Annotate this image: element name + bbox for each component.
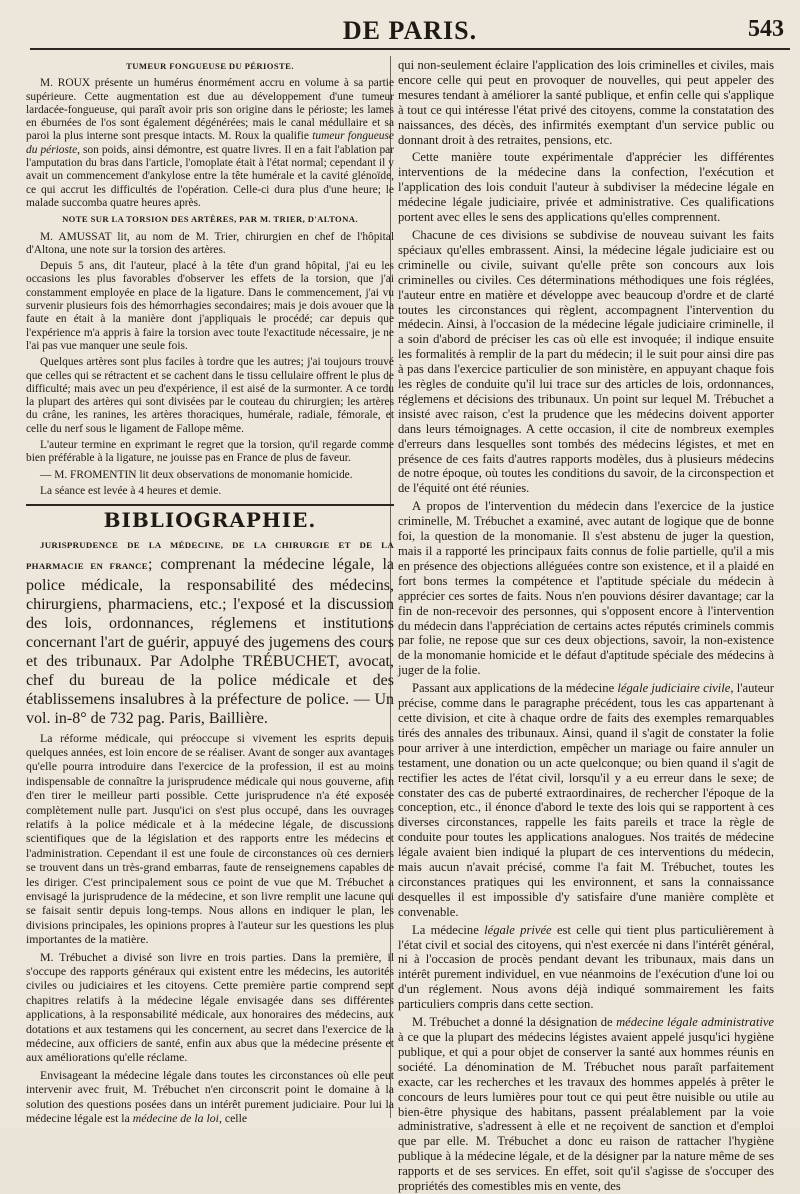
section-heading-torsion: NOTE SUR LA TORSION DES ARTÈRES, PAR M. TRIER, D'ALTONA. bbox=[62, 214, 358, 225]
paragraph: — M. FROMENTIN lit deux observations de monomanie homicide. bbox=[40, 468, 353, 481]
paragraph: Chacune de ces divisions se subdivise de nouveau suivant les faits spéciaux qu'elles embrassent. Ainsi, la médecine légale judiciaire est ou criminelle ou civile, suivant qu'elle prête son concours aux lois criminelles ou civiles. Ces déterminations méthodiques une fois réglées, l'auteur entre en matière et développe avec beaucoup d'ordre et de clarté toutes les circonstances qui règlent, accompagnent l'intervention du médecin. Ainsi, à l'occasion de la médecine légale judiciaire criminelle, il a soin d'abord de préciser les cas où elle est invoquée; il indique ensuite les formalités à remplir de la part du médecin; il le suit pour ainsi dire pas à pas dans l'exercice particulier de son ministère, en appuyant chaque fois les règles de conduite qu'il lui trace sur des articles de lois, ordonnances, réglemens et décisions des tribunaux. Un point sur lequel M. Trébuchet a insisté avec raison, c'est la prudence que les médecins doivent apporter dans leurs témoignages. A cette occasion, il cite de nombreux exemples d'erreurs dans lesquelles sont tombés des médecins légistes, et met en présence de ces faits d'autres rapports modèles, dus à plusieurs médecins de notre époque, où toutes les conditions du savoir, de la circonspection et de l'équité ont été réunies. bbox=[398, 227, 774, 496]
paragraph: M. Trébuchet a divisé son livre en trois parties. Dans la première, il s'occupe des rapports généraux qui existent entre les médecins, les autorités civiles ou judiciaires et les citoyens. Cette première partie comprend sept chapitres relatifs à la médecine légale envisagée dans ses différentes applications, à la responsabilité médicale, aux honoraires des médecins, aux dotations et aux testamens qui les concernent, au secret dans l'exercice de la médecine, aux officiers de santé, enfin aux abus que la médecine présente et aux améliorations qu'elle réclame. bbox=[26, 949, 394, 1065]
masthead bbox=[30, 14, 790, 50]
paragraph: L'auteur termine en exprimant le regret que la torsion, qu'il regarde comme bien préférable à la ligature, ne jouisse pas en France de plus de faveur. bbox=[26, 439, 394, 465]
paragraph: Depuis 5 ans, dit l'auteur, placé à la tête d'un grand hôpital, j'ai eu les occasions les plus favorables d'observer les effets de la torsion, que j'ai constamment employée en place de la ligature. Dans le commencement, j'ai vu survenir plusieurs fois des hémorrhagies secondaires; mais je dois avouer que la faute en était à la manière dont j'appliquais le procédé; car depuis que l'expérience m'a appris à faire la torsion avec toute l'exactitude nécessaire, je ne l'ai pas vue manquer une seule fois. bbox=[26, 260, 394, 352]
paragraph: Quelques artères sont plus faciles à tordre que les autres; j'ai toujours trouvé que celles qui se rétractent et se cachent dans le tissu cellulaire offrent le plus de difficulté; mais avec un peu d'expérience, il est aisé de la surmonter. A ce tordu la plupart des artères qui sont divisées par le couteau du chirurgien; les artères du crâne, les ranines, les artères thoraciques, humérale, radiale, fémorale, et celle du nerf sous le ligament de Fallope même. bbox=[26, 356, 394, 435]
paragraph: La séance est levée à 4 heures et demie. bbox=[40, 484, 222, 497]
paragraph: Envisageant la médecine légale dans toutes les circonstances où elle peut intervenir avec fruit, M. Trébuchet n'en circonscrit point le domaine à la solution des questions posées dans un intérêt purement judiciaire. Pour lui la médecine légale est la médecine de la loi, celle bbox=[26, 1067, 394, 1126]
paragraph: M. Trébuchet a donné la désignation de médecine légale administrative à ce que la plupart des médecins légistes avaient appelé jusqu'ici hygiène publique, et qui a pour objet de conserver la santé aux hommes réunis en société. La dénomination de M. Trébuchet nous paraît parfaitement exacte, car les recherches et les travaux des hommes appelés à prêter le concours de leurs lumières pour tout ce qui peut être nuisible ou utile au bien-être physique des habitans, passent préalablement par la voie administrative, s'adressent à elle et ne reçoivent de sanction et d'emploi que par elle. M. Trébuchet a donc eu raison de rattacher l'hygiène publique à la médecine légale, et de la désigner par la nature même de ses rapports et de ses services. En effet, soit qu'il s'agisse de s'occuper des propriétés des comestibles mis en vente, des bbox=[398, 1015, 774, 1194]
bibliography-heading: BIBLIOGRAPHIE. bbox=[103, 508, 317, 533]
paragraph: M. AMUSSAT lit, au nom de M. Trier, chirurgien en chef de l'hôpital d'Altona, une note sur la torsion des artères. bbox=[26, 230, 394, 256]
paragraph: A propos de l'intervention du médecin dans l'exercice de la justice criminelle, M. Trébuchet a examiné, avec autant de logique que de bonne foi, la question de la monomanie. Il s'est abstenu de juger la question, mais il a rapporté les principaux faits connus de folie partielle, qu'il a mis en présence des objections alléguées contre son existence, et il a plaidé en fort bons termes la compétence et l'aptitude spéciale du médecin à apprécier ces sortes de faits. Nous n'en pouvions désirer davantage; car la fin de non-recevoir des personnes, qui s'opposent encore à l'intervention du médecin dans l'appréciation de certains actes réputés criminels commis par folie, ne repose que sur ces deux objections, savoir, la non-existence de la monomanie homicide et le défaut d'aptitude spéciale des médecins à juger de la folie. bbox=[398, 499, 774, 678]
paragraph: La médecine légale privée est celle qui tient plus particulièrement à l'état civil et social des citoyens, qui n'est exercée ni dans l'intérêt général, ni à l'occasion de procès pendant devant les tribunaux, mais dans un intérêt purement individuel, en vue néanmoins de l'exécution d'une loi ou d'un réglement. Nous avons déjà indiqué sommairement les faits particuliers compris dans cette section. bbox=[398, 922, 775, 1012]
bibliography-body bbox=[26, 731, 394, 1126]
newspaper-title: DE PARIS. bbox=[342, 16, 478, 45]
left-column bbox=[26, 58, 394, 1126]
paragraph: M. ROUX présente un humérus énormément accru en volume à sa partie supérieure. Cette augmentation est due au développement d'une tumeur lardacée-fongueuse, qui paraît avoir pris son origine dans le périoste; les lames en éburnées de l'os sont également dégénérées; mais le canal médullaire et sa paroi la plus interne sont presque intacts. M. Roux la qualifie tumeur fongueuse du périoste, son poids, ainsi démontre, est quatre livres. Il en a fait l'ablation par l'amputation du bras dans l'article, l'omoplate était à l'état normal; cependant il y avait un commencement d'ankylose entre la tête humérale et la cavité glénoïde, ce qui accrut les difficultés de l'opération. Celle-ci dura plus d'une heure; le malade succomba quatre heures après. bbox=[26, 77, 394, 209]
paragraph: La réforme médicale, qui préoccupe si vivement les esprits depuis quelques années, est loin encore de se réaliser. Avant de songer aux avantages qu'elle pourra introduire dans l'exercice de la profession, il est au moins indispensable de connaître la jurisprudence médicale qui nous gouverne, afin d'en tirer le meilleur parti possible. Cette jurisprudence n'a été exposée complètement nulle part. Jusqu'ici on s'est plus occupé, dans les ouvrages relatifs à la police médicale et à la médecine légale, de discussions scientifiques que de la législation et des rapports entre les médecins et l'administration. Cependant il est une foule de circonstances où ces derniers se trouvent dans un très-grand embarras, faute de renseignemens capables de les diriger. C'est principalement sous ce point de vue que M. Trébuchet a envisagé la jurisprudence de la médecine, et son livre remplit une lacune qui se faisait sentir depuis long-temps. Nous allons en indiquer le plan, les divisions principales, les opinions propres à l'auteur sur les questions les plus importantes de la matière. bbox=[26, 730, 394, 947]
section-heading-tumeur: TUMEUR FONGUEUSE DU PÉRIOSTE. bbox=[126, 61, 294, 71]
paragraph: Cette manière toute expérimentale d'apprécier les différentes interventions de la médecine dans la confection, l'exécution et l'application des lois conduit l'auteur à subdiviser la médecine légale en médecine légale judiciaire, privée et administrative. Ces qualifications portent avec elles le sens des applications qu'elles comprennent. bbox=[398, 150, 774, 225]
book-entry: JURISPRUDENCE DE LA MÉDECINE, DE LA CHIRURGIE ET DE LA PHARMACIE EN FRANCE; comprenant la médecine légale, la police médicale, la responsabilité des médecins, chirurgiens, pharmaciens, etc.; l'exposé et la discussion des lois, ordonnances, réglemens et institutions concernant l'art de guérir, appuyé des jugemens des cours et des tribunaux. Par Adolphe TRÉBUCHET, avocat, chef du bureau de la police médicale et des établissemens insalubres à la préfecture de police. — Un vol. in-8° de 732 pag. Paris, Baillière. bbox=[26, 539, 394, 727]
right-column bbox=[398, 58, 775, 1194]
section-divider bbox=[26, 504, 394, 506]
paragraph: Passant aux applications de la médecine légale judiciaire civile, l'auteur précise, comme dans le paragraphe précédent, tous les cas appartenant à cette division, et cite à chaque ordre de faits des exemples remarquables tirés des annales des tribunaux. Ainsi, quand il s'agit de constater la folie pour arriver à une interdiction, empêcher un mariage ou faire annuler un testament, une donation ou un acte quelconque; ou bien quand il s'agit de rectifier les actes de l'état civil, lorsqu'il y a eu erreur dans le sexe; de constater des cas de puberté extraordinaires, de rechercher l'époque de la conception, etc., il énonce d'abord le texte des lois qui se rapportent à ces diverses circonstances, rappelle les faits pareils et trace la règle de conduite pour toutes les applications analogues. Nos traités de médecine légale avaient bien indiqué la plupart de ces interventions du médecin, mais aucun n'avait précisé, comme l'a fait M. Trébuchet, toutes les circonstances pratiques qui les environnent, et sans la connaissance desquelles il est impossible d'y satisfaire d'une manière complète et convenable. bbox=[398, 681, 774, 919]
paragraph: qui non-seulement éclaire l'application des lois criminelles et civiles, mais encore celle qui peut en provoquer de nouvelles, qui peut appeler des mesures tendant à améliorer la santé publique, et enfin celle qui s'applique à tout ce qui intéresse l'état privé des citoyens, comme la constatation des naissances, des décès, des infirmités exemptant d'un service public ou donnant droit à des retraites, pensions, etc. bbox=[398, 58, 774, 147]
page-number: 543 bbox=[748, 16, 784, 42]
